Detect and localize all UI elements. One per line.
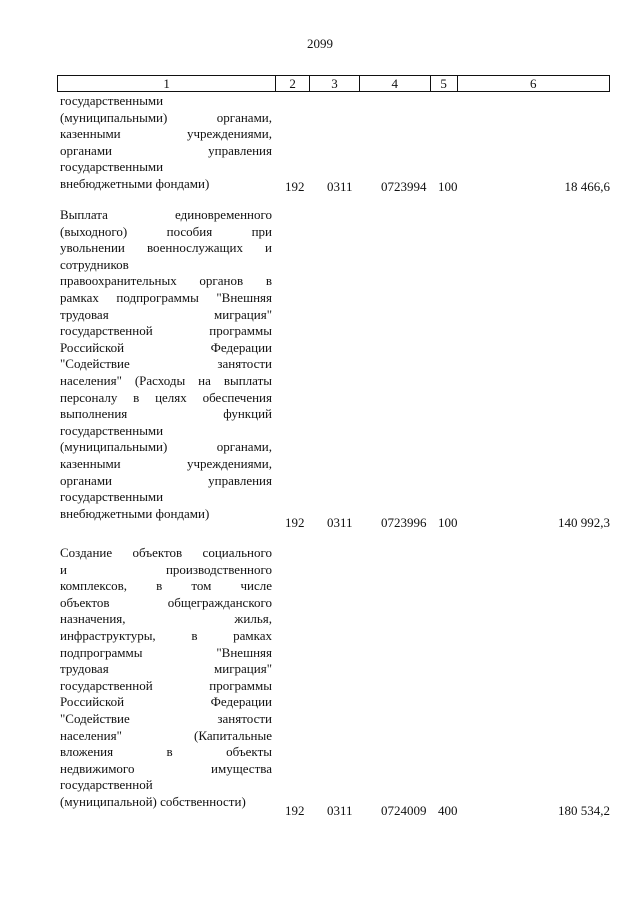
description-line: Создание объектов социального	[60, 545, 272, 560]
row-description	[60, 93, 272, 193]
description-line: объектов общегражданского	[60, 594, 272, 610]
description-line: трудовая миграция"	[60, 661, 272, 677]
description-line: персоналу в целях обеспечения	[60, 389, 272, 405]
cell-target-code: 0724009	[381, 803, 427, 818]
description-line: Российской Федерации	[60, 694, 272, 710]
cell-ministry-code: 192	[285, 515, 305, 530]
table-header	[57, 75, 610, 92]
description-line: (муниципальными) органами,	[60, 439, 272, 455]
description-line: "Содействие занятости	[60, 356, 272, 372]
description-line: увольнении военнослужащих и	[60, 240, 272, 256]
description-line: выполнения функций	[60, 406, 272, 422]
cell-expense-type: 400	[438, 803, 458, 818]
column-header-5: 5	[431, 76, 458, 91]
description-line: населения" (Капитальные	[60, 727, 272, 743]
table-row	[57, 545, 610, 825]
description-line: инфраструктуры, в рамках	[60, 627, 272, 643]
description-line: органами управления	[60, 472, 272, 488]
column-header-3: 3	[310, 76, 360, 91]
cell-ministry-code: 192	[285, 803, 305, 818]
cell-amount: 140 992,3	[558, 515, 610, 530]
description-line: органами управления	[60, 142, 272, 158]
description-line: назначения, жилья,	[60, 611, 272, 627]
description-line: Выплата единовременного	[60, 207, 272, 222]
table-row	[57, 207, 610, 537]
description-line: государственной программы	[60, 323, 272, 339]
description-line: государственной	[60, 777, 153, 793]
description-line: государственными	[60, 159, 164, 175]
column-header-4: 4	[360, 76, 431, 91]
description-line: правоохранительных органов в	[60, 273, 272, 289]
description-line: сотрудников	[60, 256, 129, 272]
column-header-2: 2	[276, 76, 310, 91]
description-line: подпрограммы "Внешняя	[60, 644, 272, 660]
description-line: недвижимого имущества	[60, 760, 272, 776]
description-line: трудовая миграция"	[60, 306, 272, 322]
cell-section-code: 0311	[327, 179, 353, 194]
description-line: Российской Федерации	[60, 339, 272, 355]
description-line: вложения в объекты	[60, 744, 272, 760]
description-line: государственными	[60, 422, 164, 438]
description-line: казенными учреждениями,	[60, 455, 272, 471]
description-line: (муниципальными) органами,	[60, 109, 272, 125]
row-description	[60, 545, 272, 811]
row-description	[60, 207, 272, 522]
cell-expense-type: 100	[438, 515, 458, 530]
cell-amount: 18 466,6	[564, 179, 610, 194]
table-row	[57, 93, 610, 201]
cell-target-code: 0723996	[381, 515, 427, 530]
cell-section-code: 0311	[327, 803, 353, 818]
description-line: казенными учреждениями,	[60, 126, 272, 142]
description-line: населения" (Расходы на выплаты	[60, 372, 272, 388]
description-line: государственными	[60, 489, 164, 505]
description-line: государственными	[60, 93, 164, 108]
cell-target-code: 0723994	[381, 179, 427, 194]
description-line: внебюджетными фондами)	[60, 505, 210, 521]
description-line: рамках подпрограммы "Внешняя	[60, 289, 272, 305]
description-line: внебюджетными фондами)	[60, 175, 210, 191]
description-line: (муниципальной) собственности)	[60, 793, 246, 809]
cell-amount: 180 534,2	[558, 803, 610, 818]
column-header-6: 6	[530, 76, 537, 91]
description-line: комплексов, в том числе	[60, 578, 272, 594]
page-number: 2099	[307, 36, 333, 51]
description-line: (выходного) пособия при	[60, 223, 272, 239]
description-line: и производственного	[60, 561, 272, 577]
cell-section-code: 0311	[327, 515, 353, 530]
description-line: "Содействие занятости	[60, 710, 272, 726]
cell-expense-type: 100	[438, 179, 458, 194]
cell-ministry-code: 192	[285, 179, 305, 194]
column-header-1: 1	[58, 76, 276, 91]
description-line: государственной программы	[60, 677, 272, 693]
